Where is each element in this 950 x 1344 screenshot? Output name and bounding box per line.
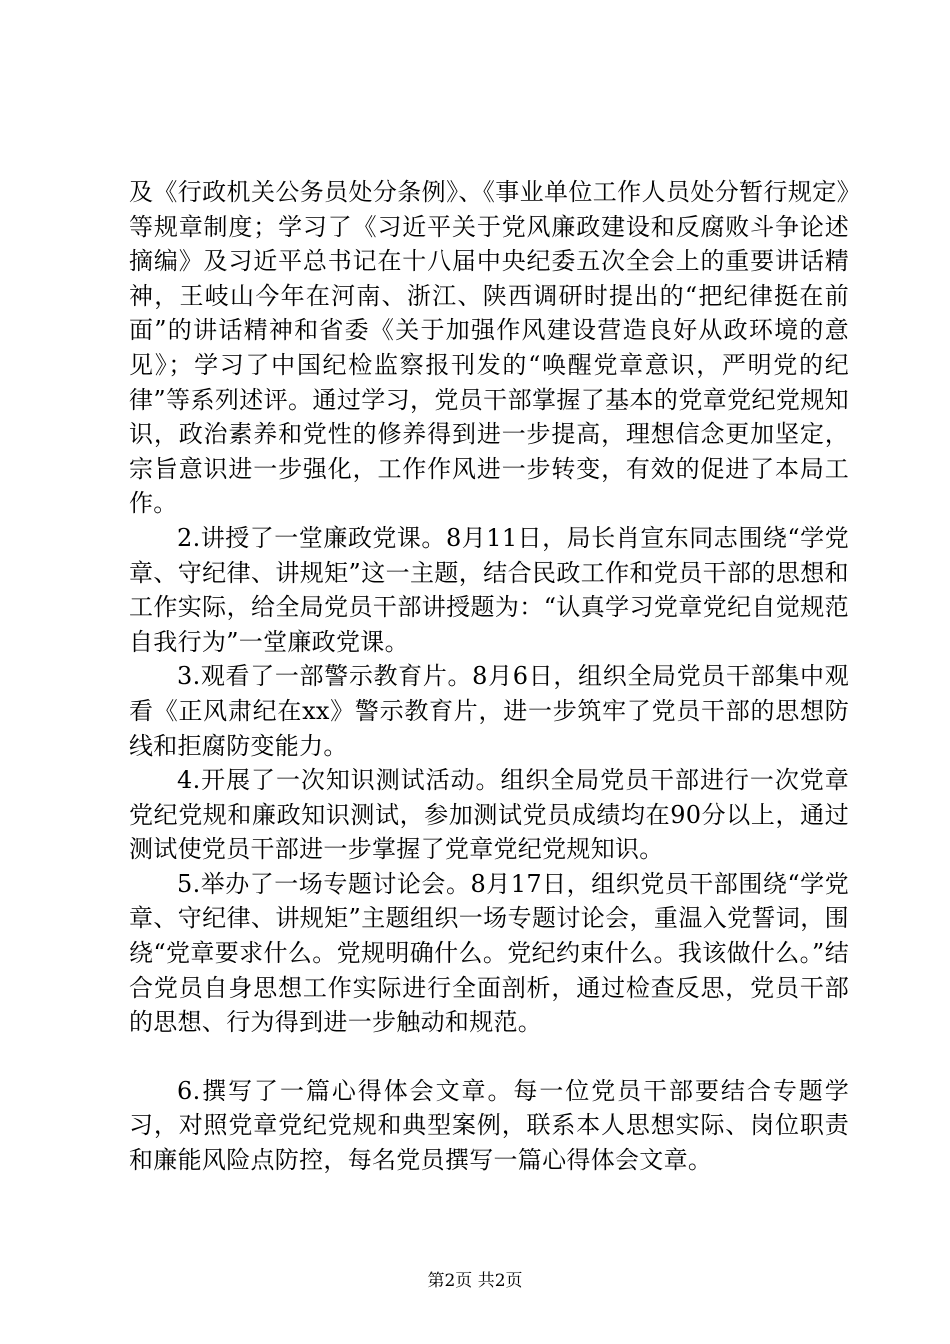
paragraph-study-continuation: 及《行政机关公务员处分条例》、《事业单位工作人员处分暂行规定》等规章制度；学习了《习近平关于党风廉政建设和反腐败斗争论述摘编》及习近平总书记在十八届中央纪委五次全会上的重要讲话精神，王岐山今年在河南、浙江、陕西调研时提出的“把纪律挺在前面”的讲话精神和省委《关于加强作风建设营造良好从政环境的意见》；学习了中国纪检监察报刊发的“唤醒党章意识，严明党的纪律”等系列述评。通过学习，党员干部掌握了基本的党章党纪党规知识，政治素养和党性的修养得到进一步提高，理想信念更加坚定，宗旨意识进一步强化，工作作风进一步转变，有效的促进了本局工作。	[129, 178, 849, 518]
page-number-footer: 第2页 共2页	[427, 1271, 523, 1291]
paragraph-item-4: 4.开展了一次知识测试活动。组织全局党员干部进行一次党章党纪党规和廉政知识测试，参加测试党员成绩均在90分以上，通过测试使党员干部进一步掌握了党章党纪党规知识。	[129, 766, 849, 864]
paragraph-item-5: 5.举办了一场专题讨论会。8月17日，组织党员干部围绕“学党章、守纪律、讲规矩”主题组织一场专题讨论会，重温入党誓词，围绕“党章要求什么。党规明确什么。党纪约束什么。我该做什么。”结合党员自身思想工作实际进行全面剖析，通过检查反思，党员干部的思想、行为得到进一步触动和规范。	[129, 869, 849, 1037]
paragraph-item-2: 2.讲授了一堂廉政党课。8月11日，局长肖宣东同志围绕“学党章、守纪律、讲规矩”这一主题，结合民政工作和党员干部的思想和工作实际，给全局党员干部讲授题为：“认真学习党章党纪自觉规范自我行为”一堂廉政党课。	[129, 523, 849, 656]
document-body	[129, 175, 849, 1178]
paragraph-item-3: 3.观看了一部警示教育片。8月6日，组织全局党员干部集中观看《正风肃纪在xx》警示教育片，进一步筑牢了党员干部的思想防线和拒腐防变能力。	[129, 662, 849, 760]
paragraph-item-6: 6.撰写了一篇心得体会文章。每一位党员干部要结合专题学习，对照党章党纪党规和典型案例，联系本人思想实际、岗位职责和廉能风险点防控，每名党员撰写一篇心得体会文章。	[129, 1076, 849, 1175]
